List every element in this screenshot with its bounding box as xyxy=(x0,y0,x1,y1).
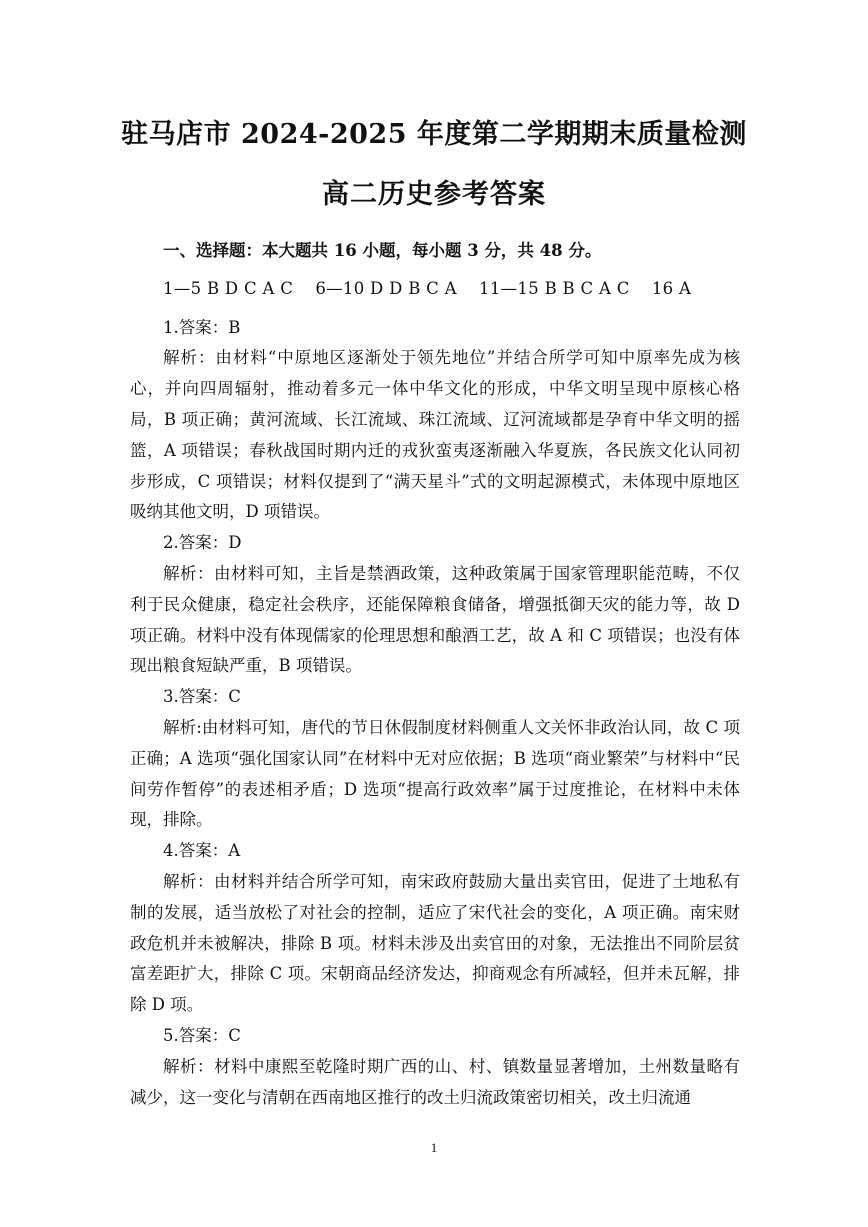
question-1-answer: 1.答案：B xyxy=(163,317,241,337)
page-number: 1 xyxy=(430,1140,438,1155)
question-1-analysis: 解析：由材料“中原地区逐渐处于领先地位”并结合所学可知中原率先成为核心，并向四周辐射，推动着多元一体中华文化的形成，中华文明呈现中原核心格局，B 项正确；黄河流域、长江流域、珠江流域、辽河流域都是孕育中华文明的摇篮，A 项错误；春秋战国时期内迁的戎狄蛮夷逐渐融入华夏族，各民族文化认同初步形成，C 项错误；材料仅提到了“满天星斗”式的文明起源模式，未体现中原地区吸纳其他文明，D 项错误。 xyxy=(130,348,740,522)
question-2-answer: 2.答案：D xyxy=(163,533,242,553)
document-subtitle: 高二历史参考答案 xyxy=(322,179,546,210)
question-5-answer: 5.答案：C xyxy=(163,1025,241,1045)
question-4-answer: 4.答案：A xyxy=(163,841,241,861)
document-title: 驻马店市 2024-2025 年度第二学期期末质量检测 xyxy=(121,119,747,150)
section-header: 一、选择题：本大题共 16 小题，每小题 3 分，共 48 分。 xyxy=(163,241,602,260)
question-5-analysis: 解析：材料中康熙至乾隆时期广西的山、村、镇数量显著增加，土州数量略有减少，这一变化与清朝在西南地区推行的改土归流政策密切相关，改土归流通 xyxy=(130,1056,740,1107)
answer-key-line: 1—5 B D C A C 6—10 D D B C A 11—15 B B C A C 16 A xyxy=(163,278,692,298)
question-3-answer: 3.答案：C xyxy=(163,687,241,707)
question-2-analysis: 解析：由材料可知，主旨是禁酒政策，这种政策属于国家管理职能范畴，不仅利于民众健康，稳定社会秩序，还能保障粮食储备，增强抵御天灾的能力等，故 D 项正确。材料中没有体现儒家的伦理思想和酿酒工艺，故 A 和 C 项错误；也没有体现出粮食短缺严重，B 项错误。 xyxy=(130,563,740,676)
question-4-analysis: 解析：由材料并结合所学可知，南宋政府鼓励大量出卖官田，促进了土地私有制的发展，适当放松了对社会的控制，适应了宋代社会的变化，A 项正确。南宋财政危机并未被解决，排除 B 项。材料未涉及出卖官田的对象，无法推出不同阶层贫富差距扩大，排除 C 项。宋朝商品经济发达，抑商观念有所减轻，但并未瓦解，排除 D 项。 xyxy=(130,871,740,1015)
question-3-analysis: 解析:由材料可知，唐代的节日休假制度材料侧重人文关怀非政治认同，故 C 项正确；A 选项“强化国家认同”在材料中无对应依据；B 选项“商业繁荣”与材料中“民间劳作暂停”的表述相矛盾；D 选项“提高行政效率”属于过度推论，在材料中未体现，排除。 xyxy=(130,717,740,830)
document-body xyxy=(130,236,740,1113)
